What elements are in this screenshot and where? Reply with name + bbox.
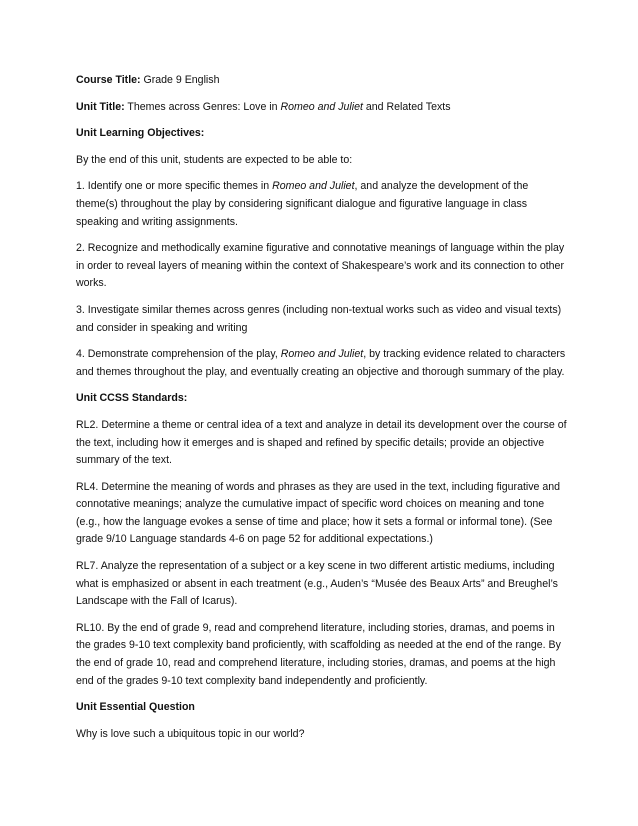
- objective-1-start: 1. Identify one or more specific themes in: [76, 180, 273, 193]
- standard-rl10: RL10. By the end of grade 9, read and comprehend literature, including stories, dramas, and poems in the grades 9-10 text complexity band proficiently, with scaffolding as needed at the end of the range. By the end of grade 10, read and comprehend literature, including stories, dramas, and poems at the high end of the grades 9-10 text complexity band independently and proficiently.: [76, 621, 561, 687]
- document-page: [76, 72, 568, 752]
- essential-question-text: Why is love such a ubiquitous topic in our world?: [76, 727, 305, 740]
- course-title-label: Course Title:: [76, 74, 141, 86]
- objective-2: 2. Recognize and methodically examine figurative and connotative meanings of language within the play in order to reveal layers of meaning within the context of Shakespeare’s work and its connection to other works.: [76, 242, 565, 290]
- unit-title-play: Romeo and Juliet: [280, 100, 363, 113]
- objective-4-rest: , by tracking evidence related to characters and themes throughout the play, and eventually creating an objective and thorough summary of the play.: [76, 348, 566, 378]
- objective-4: [76, 346, 568, 381]
- standard-rl4: RL4. Determine the meaning of words and phrases as they are used in the text, including figurative and connotative meanings; analyze the cumulative impact of specific word choices on meaning and tone (e.g., how the language evokes a sense of time and place; how it sets a formal or informal tone). (See grade 9/10 Language standards 4-6 on page 52 for additional expectations.): [76, 480, 561, 546]
- essential-question-heading: Unit Essential Question: [76, 701, 195, 714]
- course-title: [76, 72, 568, 90]
- standard-rl2: RL2. Determine a theme or central idea of a text and analyze in detail its development over the course of the text, including how it emerges and is shaped and refined by specific details; provide an objective summary of the text.: [76, 418, 567, 467]
- unit-title-value: Themes across Genres: Love in: [124, 100, 281, 113]
- objective-3: 3. Investigate similar themes across genres (including non-textual works such as video and visual texts) and consider in speaking and writing: [76, 303, 562, 334]
- standard-rl7: RL7. Analyze the representation of a subject or a key scene in two different artistic mediums, including what is emphasized or absent in each treatment (e.g., Auden’s “Musée des Beaux Arts” and Breughel’s Landscape with the Fall of Icarus).: [76, 560, 558, 608]
- objective-1-rest: , and analyze the development of the theme(s) throughout the play by considering significant dialogue and figurative language in class speaking and writing assignments.: [76, 180, 529, 228]
- objective-4-start: 4. Demonstrate comprehension of the play,: [76, 348, 281, 361]
- unit-title-label: Unit Title:: [76, 100, 125, 113]
- objective-1: [76, 178, 568, 231]
- course-title-value: Grade 9 English: [140, 74, 220, 86]
- objectives-intro: By the end of this unit, students are expected to be able to:: [76, 153, 353, 166]
- unit-title: [76, 99, 568, 117]
- objectives-heading: Unit Learning Objectives:: [76, 127, 205, 140]
- objective-4-play: Romeo and Juliet: [280, 348, 364, 361]
- unit-title-rest: and Related Texts: [362, 100, 451, 113]
- objective-1-play: Romeo and Juliet: [272, 180, 355, 193]
- standards-heading: Unit CCSS Standards:: [76, 392, 188, 405]
